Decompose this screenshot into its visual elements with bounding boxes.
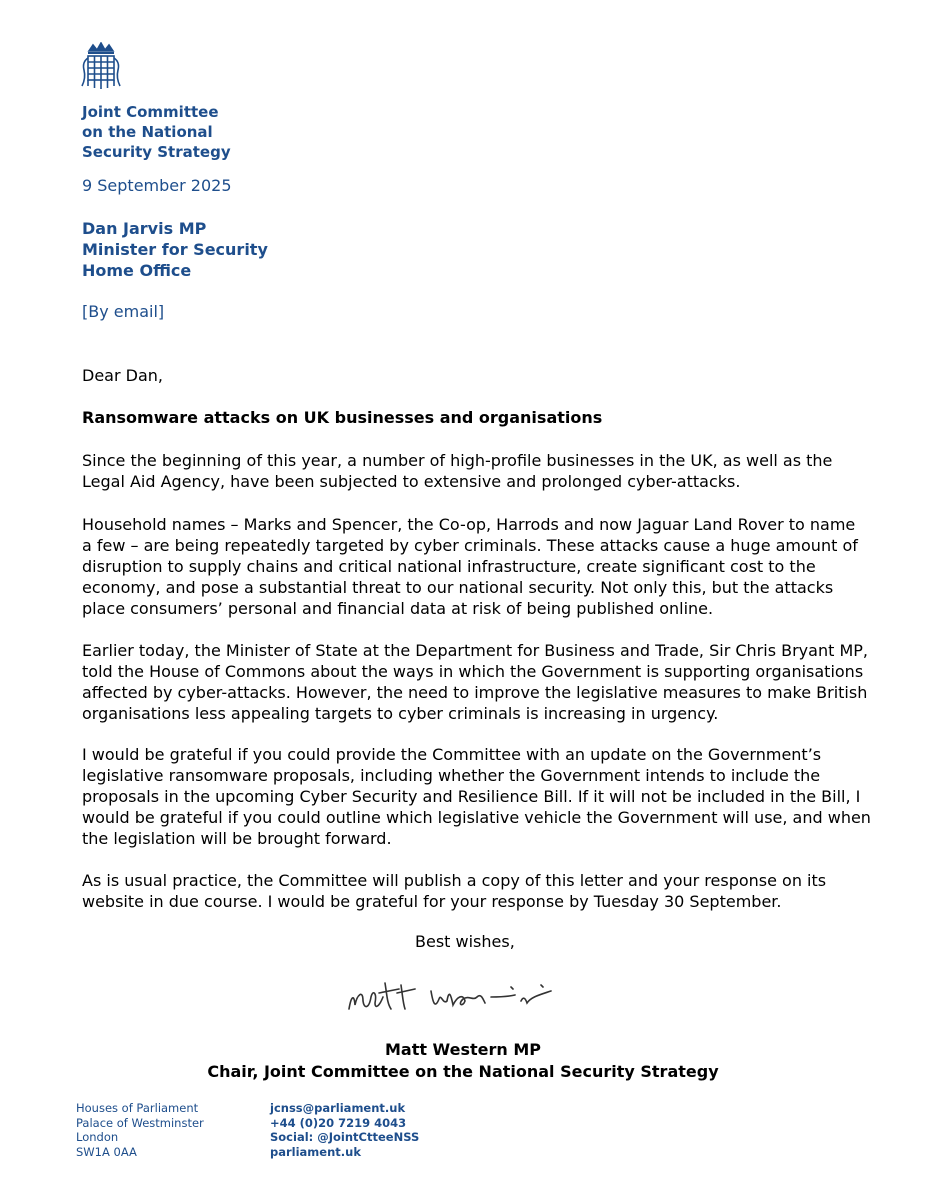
letter-date: 9 September 2025 bbox=[82, 176, 232, 195]
salutation: Dear Dan, bbox=[82, 366, 163, 385]
recipient-block bbox=[82, 218, 268, 281]
contact-email[interactable]: jcnss@parliament.uk bbox=[270, 1101, 406, 1115]
recipient-role: Minister for Security bbox=[82, 240, 268, 259]
address-line: Palace of Westminster bbox=[76, 1115, 204, 1130]
committee-line: on the National bbox=[82, 123, 213, 141]
recipient-department: Home Office bbox=[82, 261, 192, 280]
address-line: SW1A 0AA bbox=[76, 1144, 137, 1159]
committee-line: Security Strategy bbox=[82, 143, 231, 161]
body-line: place consumers’ personal and financial data at risk of being published online. bbox=[82, 599, 714, 618]
committee-name bbox=[82, 102, 302, 162]
body-line: disruption to supply chains and critical national infrastructure, create significant cost to the bbox=[82, 557, 816, 576]
signatory-name: Matt Western MP bbox=[384, 1040, 542, 1059]
contact-website[interactable]: parliament.uk bbox=[270, 1144, 361, 1159]
body-paragraph bbox=[82, 514, 858, 619]
contact-phone: +44 (0)20 7219 4043 bbox=[270, 1115, 407, 1130]
body-line: As is usual practice, the Committee will publish a copy of this letter and your response on its bbox=[82, 871, 827, 890]
body-line: would be grateful if you could outline which legislative vehicle the Government will use, and when bbox=[82, 808, 871, 827]
body-line: I would be grateful if you could provide the Committee with an update on the Government’s bbox=[82, 745, 822, 764]
body-line: legislative ransomware proposals, including whether the Government intends to include the bbox=[82, 766, 821, 785]
recipient-name: Dan Jarvis MP bbox=[82, 219, 207, 238]
body-paragraph bbox=[82, 744, 871, 849]
body-line: Household names – Marks and Spencer, the Co-op, Harrods and now Jaguar Land Rover to name bbox=[82, 515, 856, 534]
body-line: told the House of Commons about the ways in which the Government is supporting organisations bbox=[82, 662, 864, 681]
body-line: Legal Aid Agency, have been subjected to extensive and prolonged cyber-attacks. bbox=[82, 472, 741, 491]
body-paragraph bbox=[82, 640, 868, 724]
address-line: London bbox=[76, 1130, 119, 1144]
closing: Best wishes, bbox=[415, 932, 515, 951]
body-line: organisations less appealing targets to cyber criminals is increasing in urgency. bbox=[82, 704, 719, 723]
delivery-method: [By email] bbox=[82, 302, 165, 321]
body-line: website in due course. I would be grateful for your response by Tuesday 30 September. bbox=[82, 892, 782, 911]
handwritten-signature bbox=[345, 975, 565, 1020]
body-line: economy, and pose a substantial threat to our national security. Not only this, but the attacks bbox=[82, 578, 834, 597]
body-line: Since the beginning of this year, a number of high-profile businesses in the UK, as well as the bbox=[82, 451, 833, 470]
body-line: the legislation will be brought forward. bbox=[82, 829, 392, 848]
letter-subject: Ransomware attacks on UK businesses and organisations bbox=[82, 408, 603, 427]
body-line: a few – are being repeatedly targeted by cyber criminals. These attacks cause a huge amount of bbox=[82, 536, 858, 555]
footer-contact bbox=[270, 1101, 419, 1159]
contact-social: Social: @JointCtteeNSS bbox=[270, 1130, 420, 1144]
body-line: proposals in the upcoming Cyber Security and Resilience Bill. If it will not be included in the Bill, I bbox=[82, 787, 861, 806]
body-paragraph bbox=[82, 450, 852, 492]
footer-address bbox=[76, 1101, 204, 1159]
portcullis-icon bbox=[80, 42, 122, 92]
committee-line: Joint Committee bbox=[82, 103, 219, 121]
address-line: Houses of Parliament bbox=[76, 1101, 199, 1115]
body-paragraph bbox=[82, 870, 852, 912]
body-line: affected by cyber-attacks. However, the need to improve the legislative measures to make British bbox=[82, 683, 868, 702]
body-line: Earlier today, the Minister of State at the Department for Business and Trade, Sir Chris Bryant MP, bbox=[82, 641, 868, 660]
signatory-title: Chair, Joint Committee on the National Security Strategy bbox=[207, 1062, 719, 1081]
